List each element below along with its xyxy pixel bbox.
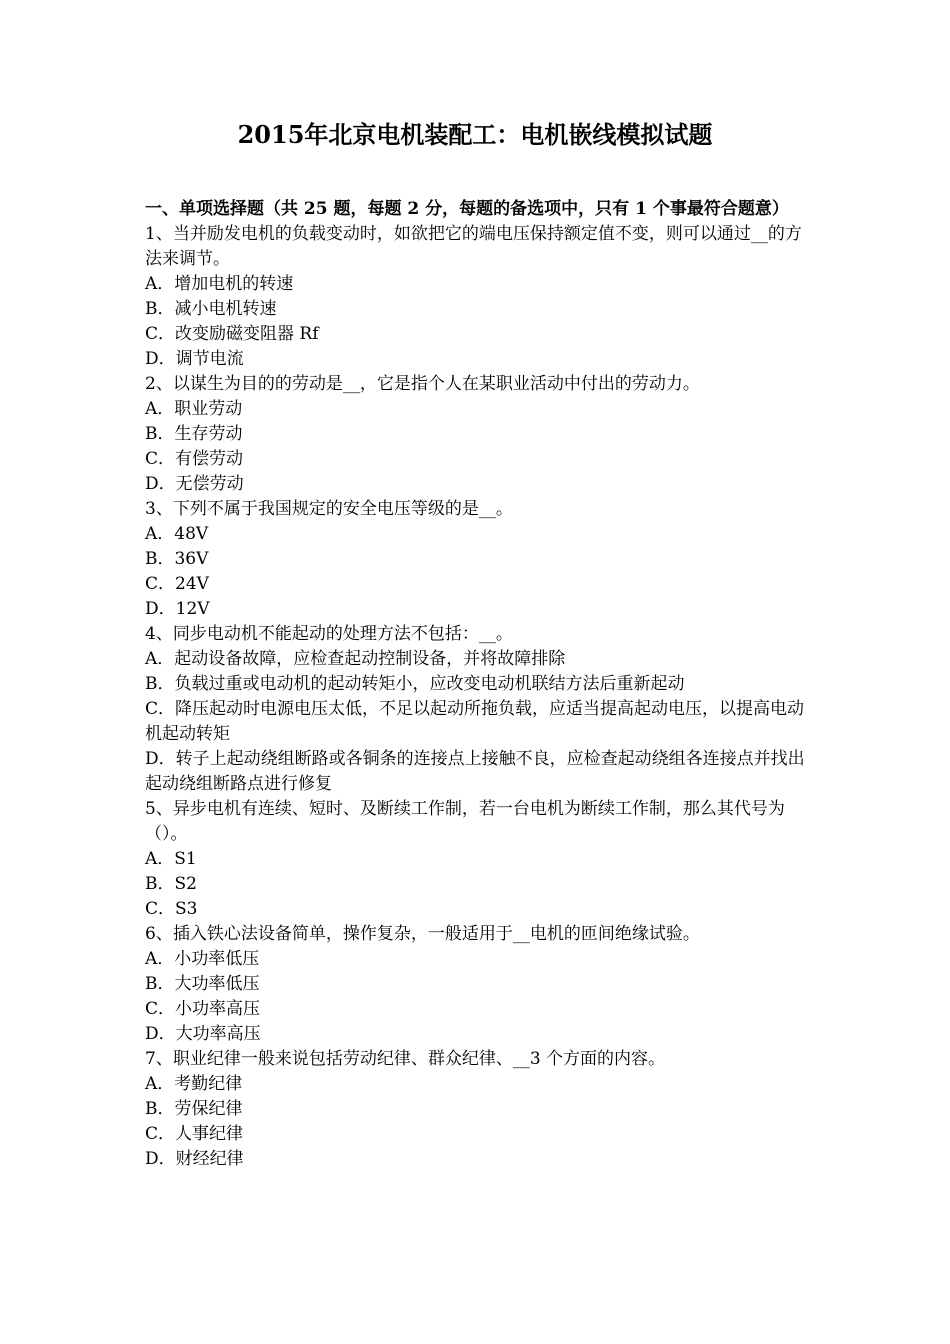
- question-stem: 6、插入铁心法设备简单，操作复杂，一般适用于__电机的匝间绝缘试验。: [145, 924, 700, 944]
- option-c: C．有偿劳动: [145, 449, 244, 469]
- option-b: B．生存劳动: [145, 424, 243, 444]
- option-a: A．考勤纪律: [145, 1074, 243, 1094]
- option-c: C．降压起动时电源电压太低，不足以起动所拖负载，应适当提高起动电压，以提高电动机起动转矩: [145, 699, 805, 744]
- question-stem: 1、当并励发电机的负载变动时，如欲把它的端电压保持额定值不变，则可以通过__的方法来调节。: [145, 224, 802, 269]
- document-body: [145, 197, 813, 1172]
- option-d: D．12V: [145, 599, 210, 619]
- option-d: D．财经纪律: [145, 1149, 244, 1169]
- question-stem: 7、职业纪律一般来说包括劳动纪律、群众纪律、__3 个方面的内容。: [145, 1049, 666, 1069]
- option-d: D．无偿劳动: [145, 474, 244, 494]
- option-a: A．S1: [145, 849, 197, 869]
- option-a: A．增加电机的转速: [145, 274, 294, 294]
- section-heading: 一、单项选择题（共 25 题，每题 2 分，每题的备选项中，只有 1 个事最符合题意）: [145, 199, 789, 219]
- option-b: B．劳保纪律: [145, 1099, 243, 1119]
- option-a: A．职业劳动: [145, 399, 243, 419]
- question-5: [145, 797, 813, 922]
- option-c: C．小功率高压: [145, 999, 261, 1019]
- option-d: D．大功率高压: [145, 1024, 261, 1044]
- option-c: C．24V: [145, 574, 209, 594]
- document-title: 2015年北京电机装配工：电机嵌线模拟试题: [237, 120, 713, 149]
- question-2: [145, 372, 813, 497]
- question-stem: 2、以谋生为目的的劳动是__，它是指个人在某职业活动中付出的劳动力。: [145, 374, 700, 394]
- question-stem: 5、异步电机有连续、短时、及断续工作制，若一台电机为断续工作制，那么其代号为（）。: [145, 799, 785, 844]
- option-a: A．小功率低压: [145, 949, 260, 969]
- option-b: B．36V: [145, 549, 209, 569]
- question-3: [145, 497, 813, 622]
- option-b: B．S2: [145, 874, 197, 894]
- option-d: D．转子上起动绕组断路或各铜条的连接点上接触不良，应检查起动绕组各连接点并找出起动绕组断路点进行修复: [145, 749, 805, 794]
- question-1: [145, 222, 813, 372]
- option-c: C．改变励磁变阻器 Rf: [145, 324, 319, 344]
- option-a: A．48V: [145, 524, 209, 544]
- option-b: B．减小电机转速: [145, 299, 277, 319]
- option-b: B．负载过重或电动机的起动转矩小，应改变电动机联结方法后重新起动: [145, 674, 685, 694]
- question-7: [145, 1047, 813, 1172]
- option-c: C．S3: [145, 899, 198, 919]
- option-c: C．人事纪律: [145, 1124, 244, 1144]
- question-4: [145, 622, 813, 797]
- option-d: D．调节电流: [145, 349, 244, 369]
- question-stem: 3、下列不属于我国规定的安全电压等级的是__。: [145, 499, 513, 519]
- option-a: A．起动设备故障，应检查起动控制设备，并将故障排除: [145, 649, 566, 669]
- question-stem: 4、同步电动机不能起动的处理方法不包括：__。: [145, 624, 513, 644]
- question-6: [145, 922, 813, 1047]
- option-b: B．大功率低压: [145, 974, 260, 994]
